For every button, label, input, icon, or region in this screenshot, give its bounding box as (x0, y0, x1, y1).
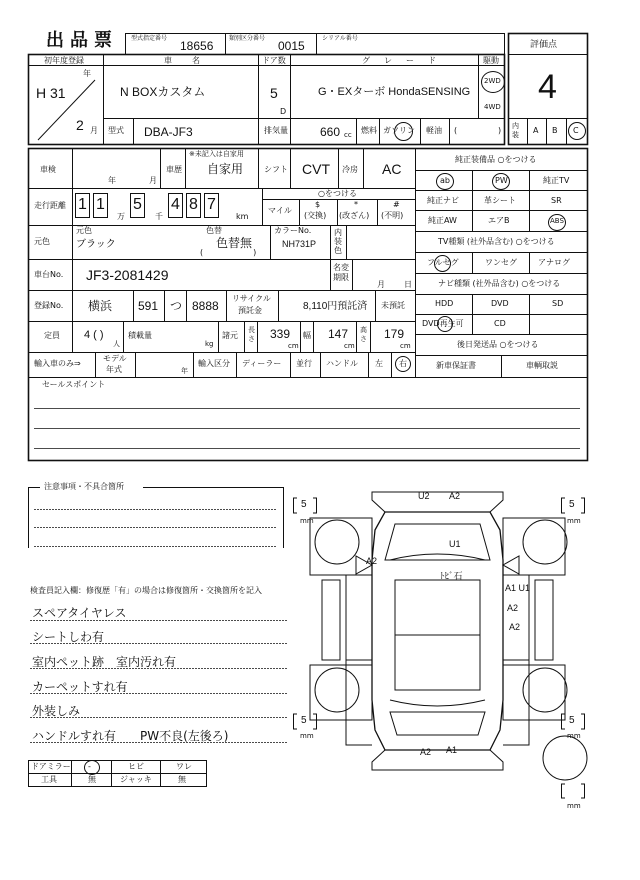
height-value: 179 (384, 327, 405, 341)
model-year-label-1: モデル (103, 354, 127, 363)
recycle-status: 未預託 (381, 301, 405, 310)
mileage-digit-3: 5 (133, 196, 142, 213)
grade-label: グレード (362, 56, 450, 65)
interior-grade-circle (568, 122, 586, 140)
width-value: 147 (328, 327, 349, 341)
capacity-unit: 人 (113, 340, 120, 348)
drive-label: 駆動 (483, 56, 499, 65)
color-no-label: カラーNo. (274, 226, 312, 235)
shift-value: CVT (302, 161, 330, 177)
reg-number: 8888 (192, 299, 219, 313)
diagram-mark-u1-hood: U1 (449, 539, 461, 549)
mileage-label: 走行距離 (34, 201, 66, 210)
equip-pw-circle (492, 173, 510, 190)
first-reg-year-unit: 年 (83, 69, 91, 78)
form-title: 出品票 (46, 30, 118, 51)
length-unit: cm (288, 342, 299, 350)
history-note: ※未記入は自家用 (189, 150, 244, 158)
later-warranty: 新車保証書 (436, 361, 476, 370)
diagram-mark-a1-rear: A1 (446, 745, 458, 755)
tampered-label: (改ざん) (339, 211, 370, 220)
drive-4wd: 4WD (484, 103, 501, 111)
jack-label: ジャッキ (120, 775, 152, 784)
first-reg-month-unit: 月 (90, 126, 98, 135)
scratch-label: ヒビ (128, 762, 144, 771)
mileage-digit-4: 4 (171, 196, 180, 213)
tread-fr-value: 5 (569, 499, 575, 510)
history-label: 車歴 (166, 165, 182, 174)
ac-label: 冷房 (342, 165, 358, 174)
exchange-top: $ (315, 200, 321, 209)
reg-kana: つ (170, 299, 183, 313)
doors-label: ドア数 (262, 56, 286, 65)
doors-value: 5 (270, 85, 278, 101)
jack-value: 無 (178, 775, 186, 784)
length-value: 339 (270, 327, 291, 341)
note-line-5: 外装しみ (32, 704, 81, 718)
recycle-label-2: 預託金 (238, 306, 262, 315)
displacement-value: 660 (320, 125, 341, 139)
diagram-mark-u2: U2 (418, 491, 430, 501)
right-label: 右 (399, 359, 407, 368)
import-label: 輸入車のみ⇒ (34, 359, 81, 368)
dims-label: 諸元 (222, 331, 238, 340)
model-year-label-2: 年式 (106, 365, 122, 374)
name-change-month: 月 (377, 280, 385, 289)
model-spec-label: 型式指定番号 (131, 35, 168, 42)
unknown-label: (不明) (381, 211, 404, 220)
note-line-1: スペアタイヤレス (32, 606, 127, 620)
tread-rl-unit: mm (300, 732, 314, 740)
sales-point-label: セールスポイント (42, 380, 106, 389)
unit-sen: 千 (155, 212, 163, 221)
dealer-label: ディーラー (242, 359, 282, 368)
recycle-label-1: リサイクル (232, 294, 271, 303)
height-unit: cm (400, 342, 411, 350)
mileage-digit-5: 8 (189, 196, 198, 213)
name-change-label: 名変期限 (333, 263, 349, 282)
tools-value: 無 (88, 775, 96, 784)
tv-title: TV種類 (社外品含む) ○をつける (438, 237, 555, 246)
color-label: 元色 (34, 237, 50, 246)
inspection-label: 車検 (40, 165, 56, 174)
class-code-label: 類別区分番号 (229, 35, 266, 42)
model-year-unit: 年 (181, 367, 188, 375)
serial-label: シリアル番号 (322, 35, 358, 42)
circle-note: ○をつける (318, 189, 357, 198)
interior-grade-b: B (552, 126, 558, 135)
first-reg-month: 2 (76, 117, 84, 133)
drive-2wd-circle (481, 71, 505, 93)
load-unit: kg (205, 340, 214, 348)
nav-dvd-play: DVD再生可 (422, 319, 464, 328)
equip-navi: 純正ナビ (427, 196, 459, 205)
displacement-unit: cc (344, 131, 352, 139)
score-label: 評価点 (530, 40, 558, 50)
color-no-value: NH731P (282, 239, 317, 249)
tread-spare-unit: mm (567, 802, 581, 810)
parallel-label: 並行 (296, 359, 312, 368)
left-label: 左 (375, 359, 383, 368)
door-mirror-value: - (88, 762, 91, 771)
model-value: DBA-JF3 (144, 125, 193, 139)
equip-ab: ab (440, 176, 450, 185)
import-class-label: 輸入区分 (198, 359, 230, 368)
interior-grade-a: A (533, 126, 539, 135)
tv-full: フルセグ (427, 258, 459, 267)
door-mirror-label: ドアミラー (31, 762, 71, 771)
equip-abs-circle (548, 214, 566, 231)
equip-leather: 革シート (484, 196, 516, 205)
unknown-top: # (393, 200, 400, 209)
orig-color-label: 元色 (76, 226, 92, 235)
mileage-digit-6: 7 (207, 196, 216, 213)
chassis-value: JF3-2081429 (86, 267, 169, 283)
equip-tv: 純正TV (543, 176, 570, 185)
equip-abs: ABS (550, 217, 564, 225)
diagram-mark-chip: ﾄﾋﾞ石 (440, 571, 463, 581)
tv-full-circle (434, 255, 451, 272)
equip-aw: 純正AW (428, 216, 457, 225)
tread-rr-unit: mm (567, 732, 581, 740)
tampered-top: * (354, 200, 358, 209)
nav-dvd-play-circle (437, 316, 453, 332)
equip-ab-circle (436, 173, 454, 190)
tread-fr-unit: mm (567, 517, 581, 525)
nav-title: ナビ種類 (社外品含む) ○をつける (438, 279, 561, 288)
equip-sr: SR (551, 196, 562, 205)
interior-grade-c: C (573, 126, 579, 135)
capacity-value: 4 ( ) (84, 329, 104, 341)
capacity-label: 定員 (44, 331, 60, 340)
width-unit: cm (344, 342, 355, 350)
unit-man: 万 (117, 212, 125, 221)
repaint-value: 色替無 (216, 236, 253, 250)
width-label: 幅 (303, 331, 311, 340)
note-line-6: ハンドルすれ有 PW不良(左後ろ) (32, 729, 229, 743)
tread-rl-value: 5 (301, 715, 307, 726)
model-spec-value: 18656 (180, 39, 214, 53)
note-line-2: シートしわ有 (32, 630, 105, 644)
nav-hdd: HDD (435, 299, 454, 308)
load-label: 積載量 (128, 331, 152, 340)
tread-fl-value: 5 (301, 499, 307, 510)
exchange-label: (交換) (304, 211, 327, 220)
interior-color-label: 内装色 (334, 228, 342, 255)
score-value: 4 (538, 68, 557, 106)
equip-airbag: エアB (488, 216, 510, 225)
nav-sd: SD (552, 299, 564, 308)
chassis-label: 車台No. (34, 270, 64, 279)
nav-dvd: DVD (491, 299, 509, 308)
diagram-mark-a2-left: A2 (366, 556, 378, 566)
diagram-mark-a2-rear: A2 (420, 747, 432, 757)
color-value: ブラック (76, 239, 116, 250)
first-reg-label: 初年度登録 (44, 56, 84, 65)
note-line-4: カーペットすれ有 (32, 680, 128, 694)
name-label: 車名 (164, 56, 220, 65)
nav-cd: CD (494, 319, 506, 328)
tread-fl-unit: mm (300, 517, 314, 525)
repaint-label: 色替 (206, 226, 222, 235)
doors-sub: D (280, 107, 287, 116)
diagram-mark-a2-r1: A2 (507, 603, 519, 613)
diagram-mark-a2-r2: A2 (509, 622, 521, 632)
drive-2wd: 2WD (484, 77, 501, 85)
inspection-month-unit: 月 (149, 176, 157, 185)
unit-km: km (236, 212, 249, 221)
car-name-value: N BOXカスタム (120, 85, 206, 99)
class-code-value: 0015 (278, 39, 305, 53)
inspection-year-unit: 年 (108, 176, 116, 185)
door-mirror-circle (84, 760, 100, 775)
car-diagram (310, 492, 587, 780)
diagram-mark-a2-front: A2 (449, 491, 461, 501)
equip-pw: PW (495, 176, 508, 185)
mile-label: マイル (268, 206, 292, 215)
tv-analog: アナログ (538, 258, 570, 267)
right-circle (395, 356, 411, 372)
fuel-circle (394, 122, 413, 141)
ac-value: AC (382, 161, 402, 177)
tread-rr-value: 5 (569, 715, 575, 726)
height-label: 高さ (360, 326, 367, 343)
later-title: 後日発送品 ○をつける (457, 340, 539, 349)
shift-label: シフト (264, 165, 288, 174)
grade-value: G・EXターボ HondaSENSING (318, 86, 471, 98)
length-label: 長さ (248, 326, 255, 343)
genuine-title: 純正装備品 ○をつける (455, 155, 537, 164)
history-value: 自家用 (207, 162, 244, 176)
first-reg-era: H 31 (36, 85, 66, 101)
recycle-value: 8,110円預託済 (303, 301, 368, 312)
later-manual: 車輌取説 (526, 361, 558, 370)
note-line-3: 室内ペット跡 室内汚れ有 (32, 655, 177, 669)
crack-label: ワレ (176, 762, 192, 771)
inspector-label: 検査員記入欄：修復歴「有」の場合は修復箇所・交換箇所を記入 (30, 586, 262, 595)
fuel-label: 燃料 (361, 126, 377, 135)
displacement-label: 排気量 (264, 126, 288, 135)
reg-area: 横浜 (88, 299, 113, 313)
diagram-mark-a1u1: A1 U1 (505, 583, 531, 593)
mileage-digit-2: 1 (96, 196, 105, 213)
handle-label: ハンドル (326, 359, 358, 368)
reg-label: 登録No. (34, 301, 64, 310)
caution-label: 注意事項・不具合箇所 (44, 482, 124, 491)
tools-label: 工具 (41, 775, 57, 784)
mileage-digit-1: 1 (78, 196, 87, 213)
light-oil-label: 軽油 (426, 126, 442, 135)
interior-label: 内装 (512, 122, 519, 139)
reg-class: 591 (138, 299, 159, 313)
fuel-value: ガソリン (383, 126, 415, 135)
tv-one: ワンセグ (485, 258, 517, 267)
model-label: 型式 (108, 126, 124, 135)
